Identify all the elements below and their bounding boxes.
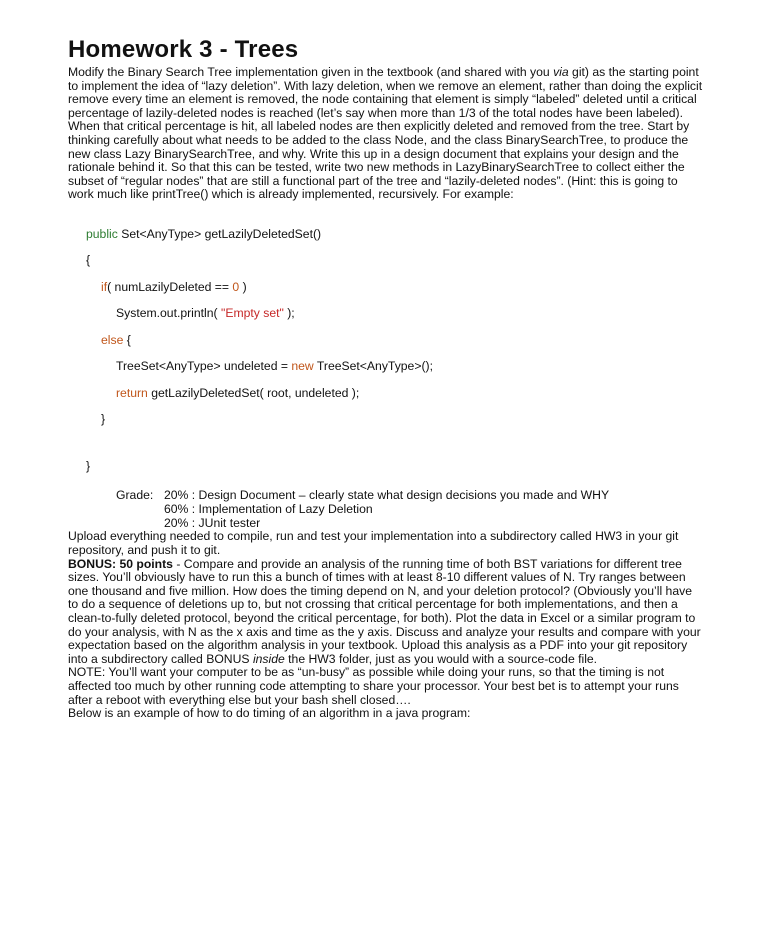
code-if-condition: ( numLazilyDeleted == — [107, 279, 233, 294]
code-line-open-brace — [86, 253, 704, 280]
code-treeset-decl: TreeSet<AnyType> undeleted = — [116, 359, 292, 374]
code-line-return — [86, 386, 704, 413]
grade-breakdown — [116, 488, 704, 530]
code-open-brace: { — [86, 253, 91, 268]
code-line-method-close — [86, 459, 704, 486]
code-method-signature: Set<AnyType> getLazilyDeletedSet() — [117, 226, 322, 241]
code-return-call: getLazilyDeletedSet( root, undeleted ); — [147, 385, 360, 400]
grade-item-junit: 20% : JUnit tester — [164, 516, 261, 531]
code-keyword-if: if — [101, 279, 108, 294]
code-if-close: ) — [239, 279, 247, 294]
code-keyword-public: public — [86, 226, 118, 241]
code-else-brace: { — [123, 332, 131, 347]
intro-via-italic: via — [553, 65, 569, 79]
bonus-paragraph — [68, 558, 704, 667]
bonus-text-part-1: - Compare and provide an analysis of the running time of both BST variations for different tree sizes. You’ll obviously have to run this a bunch of times with at least 8-10 different values of N. Try ranges between one thousand and five million. How does the timing depend on N, and your deletion protocol? (Obviously you’ll have to do a sequence of deletions up to, but not crossing that critical percentage for both implementations, and then a clean-to-fully deleted protocol, beyond the critical percentage, for both). Plot the data in Excel or a similar program to do your analysis, with N as the x axis and time as the y axis. Discuss and analyze your results and compare with your expectation based on the algorithm analysis in your textbook. Upload this analysis as a PDF into your git repository into a subdirectory called BONUS — [68, 556, 701, 666]
document-page — [68, 34, 704, 721]
grade-label: Grade: — [116, 488, 154, 503]
code-number-zero: 0 — [232, 279, 240, 294]
grade-item-design: 20% : Design Document – clearly state what design decisions you made and WHY — [164, 488, 610, 503]
code-keyword-return: return — [116, 385, 148, 400]
bonus-inside-italic: inside — [252, 651, 285, 666]
code-example — [86, 227, 704, 486]
grade-item-implementation: 60% : Implementation of Lazy Deletion — [164, 502, 373, 517]
upload-paragraph: Upload everything needed to compile, run and test your implementation into a subdirectory called HW3 in your git repository, and push it to git. — [68, 529, 679, 558]
bonus-text-part-2: the HW3 folder, just as you would with a source-code file. — [284, 651, 598, 666]
code-line-treeset — [86, 359, 704, 386]
code-line-else — [86, 333, 704, 360]
code-line-println — [86, 306, 704, 333]
code-line-else-close — [86, 412, 704, 439]
intro-paragraph — [68, 66, 704, 202]
code-keyword-new: new — [291, 359, 314, 374]
code-treeset-ctor: TreeSet<AnyType>(); — [313, 359, 433, 374]
timing-example-intro: Below is an example of how to do timing of an algorithm in a java program: — [68, 706, 471, 721]
code-line-if — [86, 280, 704, 307]
code-close-brace-inner: } — [101, 412, 106, 427]
intro-text-part-1: Modify the Binary Search Tree implementation given in the textbook (and shared with you — [68, 65, 554, 79]
note-paragraph: NOTE: You’ll want your computer to be as “un-busy” as possible while doing your runs, so that the timing is not affected too much by other running code attempting to share your processor. Your best bet is to attempt your runs after a reboot with everything else but your bash shell closed…. — [68, 665, 679, 707]
code-println-close: ); — [283, 306, 295, 321]
code-line-blank — [86, 439, 704, 459]
page-title: Homework 3 - Trees — [68, 36, 299, 63]
code-line-signature — [86, 227, 704, 254]
code-close-brace-outer: } — [86, 458, 91, 473]
code-keyword-else: else — [101, 332, 124, 347]
code-string-literal: "Empty set" — [221, 306, 284, 321]
intro-text-part-2: git) as the starting point to implement the idea of “lazy deletion”. With lazy deletion, when we remove an element, rather than doing the explicit remove every time an element is removed, the node containing that element is simply “labeled” deleted until a critical percentage of lazily-deleted nodes is reached (let’s say when more than 1/3 of the total nodes have been labeled). When that critical percentage is hit, all labeled nodes are then explicitly deleted and removed from the tree. Start by thinking carefully about what needs to be added to the class Node, and the class BinarySearchTree, to produce the new class Lazy BinarySearchTree, and why. Write this up in a design document that explains your design and the rationale behind it. So that this can be tested, write two new methods in LazyBinarySearchTree to collect either the subset of “regular nodes” that are still a functional part of the tree and “lazily-deleted nodes”. (Hint: this is going to work much like printTree() which is already implemented, recursively. For example: — [68, 65, 703, 202]
code-println-call: System.out.println( — [116, 306, 221, 321]
bonus-label: BONUS: 50 points — [68, 556, 173, 571]
